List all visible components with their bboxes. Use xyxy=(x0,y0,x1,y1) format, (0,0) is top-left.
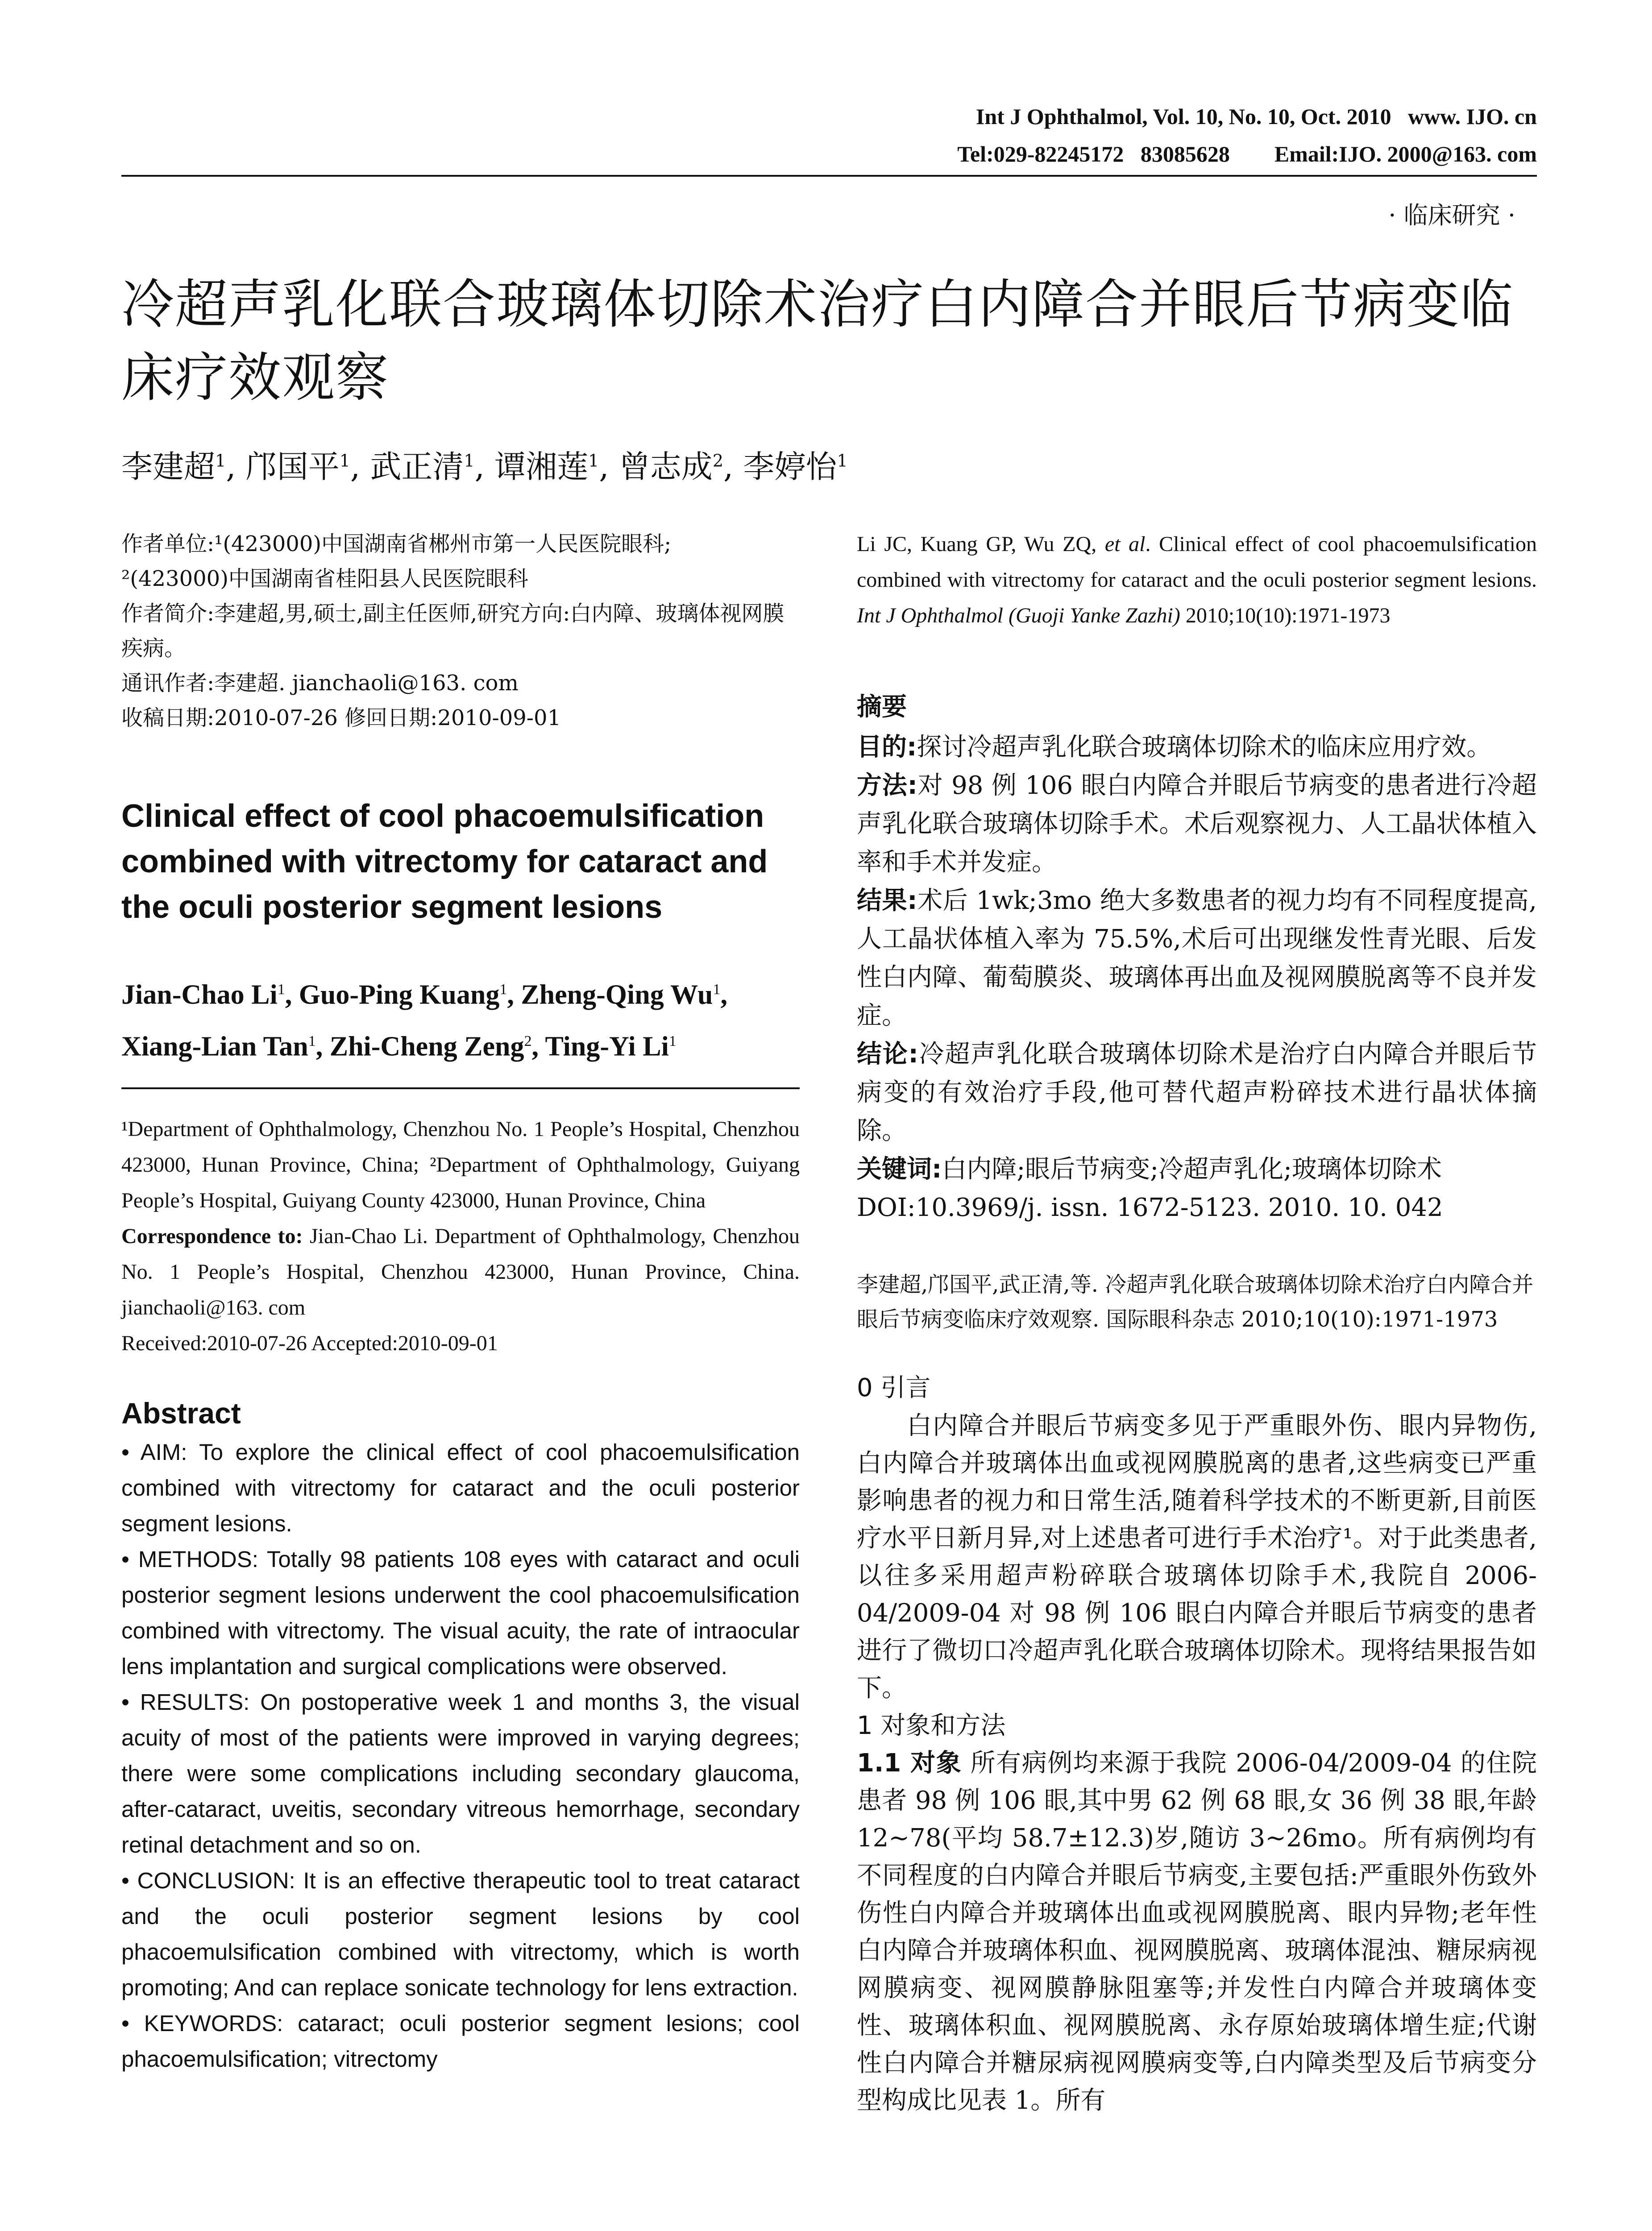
abstract-en xyxy=(121,1435,800,2077)
author-cn: 武正清 xyxy=(370,448,464,485)
abstract-cn-results: 结果:术后 1wk;3mo 绝大多数患者的视力均有不同程度提高,人工晶状体植入率为 75.5%,术后可出现继发性青光眼、后发性白内障、葡萄膜炎、玻璃体再出血及视网膜脱离等不良并发症。 xyxy=(857,886,1537,1030)
authors-cn: 李建超$^1$, 邝国平$^1$, 武正清$^1$, 谭湘莲$^1$, 曾志成$^2$, 李婷怡$^1$ xyxy=(121,448,848,485)
subjects-paragraph: 1.1 对象 所有病例均来源于我院 2006-04/2009-04 的住院患者 98 例 106 眼,其中男 62 例 68 眼,女 36 例 38 眼,年龄 12~78(平均 58.7±12.3)岁,随访 3~26mo。所有病例均有不同程度的白内障合并眼后节病变,主要包括:严重眼外伤致外伤性白内障合并玻璃体出血或视网膜脱离、眼内异物;老年性白内障合并玻璃体积血、视网膜脱离、玻璃体混浊、糖尿病视网膜病变、视网膜静脉阻塞等;并发性白内障合并玻璃体变性、玻璃体积血、视网膜脱离、永存原始玻璃体增生症;代谢性白内障合并糖尿病视网膜病变等,白内障类型及后节病变分型构成比见表 1。所有 xyxy=(857,1749,1537,2115)
abstract-keywords: • KEYWORDS: cataract; oculi posterior segment lesions; cool phacoemulsification; vitrectomy xyxy=(121,2011,800,2072)
intro-paragraph: 白内障合并眼后节病变多见于严重眼外伤、眼内异物伤,白内障合并玻璃体出血或视网膜脱离的患者,这些病变已严重影响患者的视力和日常生活,随着科学技术的不断更新,目前医疗水平日新月异,对上述患者可进行手术治疗¹。对于此类患者,以往多采用超声粉碎联合玻璃体切除手术,我院自 2006-04/2009-04 对 98 例 106 眼白内障合并眼后节病变的患者进行了微切口冷超声乳化联合玻璃体切除术。现将结果报告如下。 xyxy=(857,1411,1537,1703)
dates-cn: 收稿日期:2010-07-26 修回日期:2010-09-01 xyxy=(121,705,561,730)
author-cn: 谭湘莲 xyxy=(494,448,589,485)
author-cn: 李婷怡 xyxy=(743,448,837,485)
left-column xyxy=(121,527,800,2077)
abstract-cn-methods: 方法:对 98 例 106 眼白内障合并眼后节病变的患者进行冷超声乳化联合玻璃体切除手术。术后观察视力、人工晶状体植入率和手术并发症。 xyxy=(857,771,1537,877)
section-heading-methods: 1 对象和方法 xyxy=(857,1711,1006,1740)
abstract-cn-aim: 目的:探讨冷超声乳化联合玻璃体切除术的临床应用疗效。 xyxy=(857,733,1492,762)
abstract-heading-cn: 摘要 xyxy=(857,693,907,722)
doi: DOI:10.3969/j. issn. 1672-5123. 2010. 10. 042 xyxy=(857,1193,1443,1222)
abstract-heading-en: Abstract xyxy=(121,1397,241,1430)
abstract-results: • RESULTS: On postoperative week 1 and months 3, the visual acuity of most of the patients were improved in varying degrees; there were some complications including secondary glaucoma, after-cataract, uveitis, secondary vitreous hemorrhage, secondary retinal detachment and so on. xyxy=(121,1689,800,1858)
citation-cn: 李建超,邝国平,武正清,等. 冷超声乳化联合玻璃体切除术治疗白内障合并眼后节病变临床疗效观察. 国际眼科杂志 2010;10(10):1971-1973 xyxy=(857,1272,1534,1332)
right-column xyxy=(857,527,1537,2119)
journal-contact: Tel:029-82245172 83085628 Email:IJO. 2000@163. com xyxy=(957,141,1537,166)
section-divider xyxy=(121,1087,800,1089)
affiliation-text: ¹Department of Ophthalmology, Chenzhou No. 1 People’s Hospital, Chenzhou 423000, Hunan Province, China; ²Department of Ophthalmology, Guiyang People’s Hospital, Guiyang County 423000, Hunan Province, China xyxy=(121,1117,800,1213)
abstract-conclusion: • CONCLUSION: It is an effective therapeutic tool to treat cataract and the oculi posterior segment lesions by cool phacoemulsification combined with vitrectomy, which is worth promoting; And can replace sonicate technology for lens extraction. xyxy=(121,1868,800,2001)
author-bio-cn: 作者简介:李建超,男,硕士,副主任医师,研究方向:白内障、玻璃体视网膜疾病。 xyxy=(121,601,784,661)
abstract-cn-conclusion: 结论:冷超声乳化联合玻璃体切除术是治疗白内障合并眼后节病变的有效治疗手段,他可替代超声粉碎技术进行晶状体摘除。 xyxy=(857,1040,1537,1145)
affiliation-cn-2: ²(423000)中国湖南省桂阳县人民医院眼科 xyxy=(121,566,528,591)
correspondence-cn: 通讯作者:李建超. jianchaoli@163. com xyxy=(121,671,519,696)
journal-header: Int J Ophthalmol, Vol. 10, No. 10, Oct. 2010 www. IJO. cn xyxy=(975,104,1537,129)
title-en: Clinical effect of cool phacoemulsification combined with vitrectomy for cataract and the oculi posterior segment lesions xyxy=(121,798,768,925)
author-cn: 邝国平 xyxy=(245,448,340,485)
intro-heading: 0 引言 xyxy=(857,1373,931,1402)
affiliations-en xyxy=(121,1111,800,1361)
received-accepted: Received:2010-07-26 Accepted:2010-09-01 xyxy=(121,1331,498,1356)
intro-body xyxy=(857,1407,1537,2119)
section-tag: · 临床研究 · xyxy=(1388,201,1515,229)
abstract-cn-keywords: 关键词:白内障;眼后节病变;冷超声乳化;玻璃体切除术 xyxy=(857,1155,1442,1184)
affiliation-cn-1: 作者单位:¹(423000)中国湖南省郴州市第一人民医院眼科; xyxy=(121,531,672,556)
title-cn: 冷超声乳化联合玻璃体切除术治疗白内障合并眼后节病变临床疗效观察 xyxy=(121,274,1514,408)
author-cn: 李建超 xyxy=(121,448,215,485)
citation-en: Li JC, Kuang GP, Wu ZQ, et al. Clinical effect of cool phacoemulsification combined with vitrectomy for cataract and the oculi posterior segment lesions. Int J Ophthalmol (Guoji Yanke Zazhi) 2010;10(10):1971-1973 xyxy=(857,532,1537,627)
abstract-aim: • AIM: To explore the clinical effect of cool phacoemulsification combined with vitrectomy for cataract and the oculi posterior segment lesions. xyxy=(121,1439,800,1537)
header-rule xyxy=(121,175,1537,177)
abstract-cn xyxy=(857,728,1537,1227)
correspondence-en: Correspondence to: Jian-Chao Li. Department of Ophthalmology, Chenzhou No. 1 People’s Hospital, Chenzhou 423000, Hunan Province, China. jianchaoli@163. com xyxy=(121,1224,800,1320)
author-cn: 曾志成 xyxy=(618,448,713,485)
authors-en: Jian-Chao Li$^1$, Guo-Ping Kuang$^1$, Zheng-Qing Wu$^1$, Xiang-Lian Tan$^1$, Zhi-Cheng Zeng$^2$, Ting-Yi Li$^1$ xyxy=(121,979,727,1062)
author-info-cn xyxy=(121,527,800,735)
abstract-methods: • METHODS: Totally 98 patients 108 eyes with cataract and oculi posterior segment lesions underwent the cool phacoemulsification combined with vitrectomy. The visual acuity, the rate of intraocular lens implantation and surgical complications were observed. xyxy=(121,1547,800,1679)
